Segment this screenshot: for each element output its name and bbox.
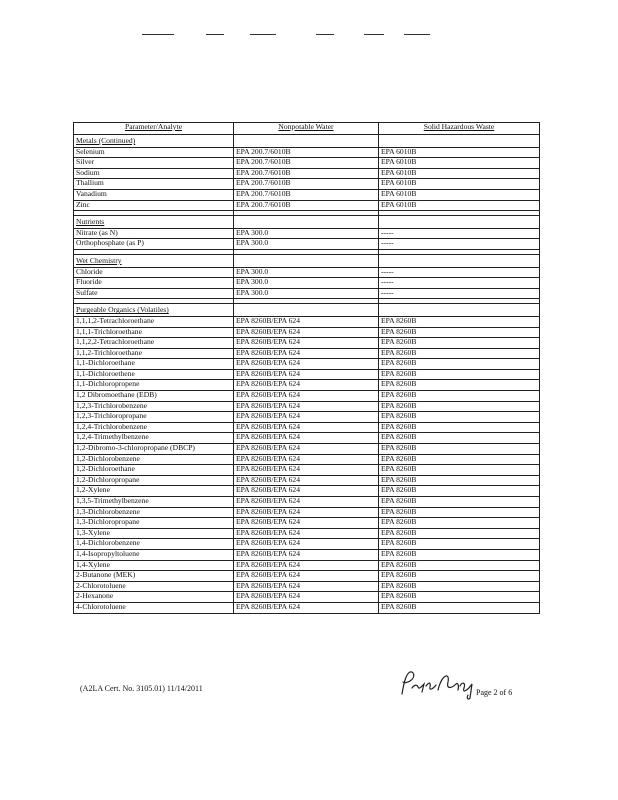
analyte-cell: 2-Butanone (MEK) — [74, 571, 234, 582]
solid-method-cell: EPA 8260B — [379, 560, 540, 571]
solid-method-cell: EPA 8260B — [379, 497, 540, 508]
water-method-cell: EPA 8260B/EPA 624 — [234, 422, 379, 433]
water-method-cell: EPA 8260B/EPA 624 — [234, 465, 379, 476]
water-method-cell: EPA 200.7/6010B — [234, 147, 379, 158]
water-method-cell: EPA 8260B/EPA 624 — [234, 592, 379, 603]
table-row — [74, 348, 540, 359]
analyte-cell: 2-Chlorotoluene — [74, 581, 234, 592]
table-row — [74, 560, 540, 571]
table-row — [74, 581, 540, 592]
water-method-cell: EPA 8260B/EPA 624 — [234, 327, 379, 338]
analyte-cell: 1,1,2-Trichloroethane — [74, 348, 234, 359]
solid-method-cell: EPA 6010B — [379, 168, 540, 179]
table-row — [74, 200, 540, 211]
table-row — [74, 179, 540, 190]
empty-cell — [234, 304, 379, 317]
table-row — [74, 528, 540, 539]
section-title: Metals (Continued) — [74, 135, 234, 148]
solid-method-cell: EPA 6010B — [379, 200, 540, 211]
table-body — [74, 135, 540, 614]
water-method-cell: EPA 8260B/EPA 624 — [234, 338, 379, 349]
header-mark — [404, 34, 430, 35]
water-method-cell: EPA 8260B/EPA 624 — [234, 444, 379, 455]
certificate-number: (A2LA Cert. No. 3105.01) 11/14/2011 — [80, 684, 203, 693]
analyte-cell: 1,2-Xylene — [74, 486, 234, 497]
table-row — [74, 444, 540, 455]
analyte-cell: 1,1,1-Trichloroethane — [74, 327, 234, 338]
table-row — [74, 189, 540, 200]
solid-method-cell: EPA 8260B — [379, 581, 540, 592]
analyte-cell: 4-Chlorotoluene — [74, 602, 234, 613]
solid-method-cell: EPA 8260B — [379, 549, 540, 560]
table-row — [74, 539, 540, 550]
water-method-cell: EPA 300.0 — [234, 239, 379, 250]
water-method-cell: EPA 8260B/EPA 624 — [234, 486, 379, 497]
table-row — [74, 147, 540, 158]
water-method-cell: EPA 8260B/EPA 624 — [234, 581, 379, 592]
analyte-cell: 1,2,3-Trichlorobenzene — [74, 401, 234, 412]
water-method-cell: EPA 300.0 — [234, 228, 379, 239]
empty-cell — [379, 304, 540, 317]
analyte-cell: 1,2,3-Trichloropropane — [74, 412, 234, 423]
table-row — [74, 412, 540, 423]
water-method-cell: EPA 8260B/EPA 624 — [234, 454, 379, 465]
table-row — [74, 602, 540, 613]
analyte-cell: Fluoride — [74, 278, 234, 289]
analyte-cell: 1,3,5-Trimethylbenzene — [74, 497, 234, 508]
table-row — [74, 391, 540, 402]
solid-method-cell: ----- — [379, 288, 540, 299]
table-row — [74, 369, 540, 380]
accreditation-table — [73, 122, 540, 614]
analyte-cell: 1,4-Xylene — [74, 560, 234, 571]
table-row — [74, 239, 540, 250]
analyte-cell: Orthophosphate (as P) — [74, 239, 234, 250]
table-row — [74, 168, 540, 179]
solid-method-cell: EPA 8260B — [379, 518, 540, 529]
solid-method-cell: EPA 8260B — [379, 571, 540, 582]
solid-method-cell: EPA 8260B — [379, 454, 540, 465]
analyte-cell: 1,2,4-Trichlorobenzene — [74, 422, 234, 433]
table-row — [74, 422, 540, 433]
table-row — [74, 380, 540, 391]
empty-cell — [234, 135, 379, 148]
header-mark — [206, 34, 224, 35]
analyte-cell: 1,1-Dichloroethane — [74, 359, 234, 370]
water-method-cell: EPA 8260B/EPA 624 — [234, 539, 379, 550]
analyte-cell: Silver — [74, 158, 234, 169]
solid-method-cell: EPA 8260B — [379, 348, 540, 359]
section-heading-row — [74, 304, 540, 317]
analyte-cell: 1,2-Dichloropropane — [74, 475, 234, 486]
solid-method-cell: EPA 8260B — [379, 602, 540, 613]
column-header-solid: Solid Hazardous Waste — [379, 123, 540, 135]
analyte-cell: 1,1,1,2-Tetrachloroethane — [74, 316, 234, 327]
column-header-analyte: Parameter/Analyte — [74, 123, 234, 135]
analyte-cell: Selenium — [74, 147, 234, 158]
water-method-cell: EPA 8260B/EPA 624 — [234, 433, 379, 444]
table-row — [74, 338, 540, 349]
water-method-cell: EPA 8260B/EPA 624 — [234, 359, 379, 370]
analyte-cell: 1,3-Dichloropropane — [74, 518, 234, 529]
analyte-cell: Vanadium — [74, 189, 234, 200]
column-header-water: Nonpotable Water — [234, 123, 379, 135]
solid-method-cell: EPA 8260B — [379, 359, 540, 370]
solid-method-cell: EPA 6010B — [379, 158, 540, 169]
header-mark — [250, 34, 276, 35]
water-method-cell: EPA 300.0 — [234, 278, 379, 289]
solid-method-cell: EPA 8260B — [379, 507, 540, 518]
analyte-cell: 2-Hexanone — [74, 592, 234, 603]
empty-cell — [379, 216, 540, 229]
water-method-cell: EPA 8260B/EPA 624 — [234, 348, 379, 359]
water-method-cell: EPA 8260B/EPA 624 — [234, 518, 379, 529]
analyte-cell: 1,3-Xylene — [74, 528, 234, 539]
analyte-cell: 1,4-Dichlorobenzene — [74, 539, 234, 550]
table-row — [74, 359, 540, 370]
water-method-cell: EPA 8260B/EPA 624 — [234, 497, 379, 508]
section-heading-row — [74, 216, 540, 229]
analyte-cell: 1,1-Dichloroethene — [74, 369, 234, 380]
analyte-cell: Sodium — [74, 168, 234, 179]
empty-cell — [234, 216, 379, 229]
solid-method-cell: EPA 8260B — [379, 316, 540, 327]
signature-image — [398, 668, 488, 702]
solid-method-cell: EPA 8260B — [379, 465, 540, 476]
table-row — [74, 316, 540, 327]
header-mark — [364, 34, 384, 35]
section-heading-row — [74, 135, 540, 148]
water-method-cell: EPA 300.0 — [234, 267, 379, 278]
table-row — [74, 571, 540, 582]
water-method-cell: EPA 8260B/EPA 624 — [234, 560, 379, 571]
solid-method-cell: EPA 8260B — [379, 412, 540, 423]
page-number: Page 2 of 6 — [476, 688, 513, 697]
analyte-cell: Nitrate (as N) — [74, 228, 234, 239]
table-row — [74, 267, 540, 278]
analyte-cell: 1,4-Isopropyltoluene — [74, 549, 234, 560]
water-method-cell: EPA 200.7/6010B — [234, 158, 379, 169]
water-method-cell: EPA 8260B/EPA 624 — [234, 412, 379, 423]
section-title: Wet Chemistry — [74, 254, 234, 267]
water-method-cell: EPA 200.7/6010B — [234, 200, 379, 211]
table-row — [74, 278, 540, 289]
section-heading-row — [74, 254, 540, 267]
solid-method-cell: EPA 8260B — [379, 539, 540, 550]
table-row — [74, 158, 540, 169]
solid-method-cell: EPA 6010B — [379, 147, 540, 158]
solid-method-cell: ----- — [379, 278, 540, 289]
water-method-cell: EPA 200.7/6010B — [234, 168, 379, 179]
header-mark — [316, 34, 334, 35]
table-row — [74, 228, 540, 239]
solid-method-cell: EPA 8260B — [379, 528, 540, 539]
analyte-cell: 1,2,4-Trimethylbenzene — [74, 433, 234, 444]
water-method-cell: EPA 200.7/6010B — [234, 189, 379, 200]
water-method-cell: EPA 8260B/EPA 624 — [234, 380, 379, 391]
solid-method-cell: EPA 8260B — [379, 592, 540, 603]
solid-method-cell: EPA 8260B — [379, 327, 540, 338]
table-row — [74, 592, 540, 603]
analyte-cell: Zinc — [74, 200, 234, 211]
water-method-cell: EPA 8260B/EPA 624 — [234, 316, 379, 327]
solid-method-cell: EPA 8260B — [379, 369, 540, 380]
water-method-cell: EPA 8260B/EPA 624 — [234, 571, 379, 582]
solid-method-cell: EPA 8260B — [379, 391, 540, 402]
table-row — [74, 486, 540, 497]
solid-method-cell: EPA 8260B — [379, 401, 540, 412]
analyte-cell: 1,2-Dichloroethane — [74, 465, 234, 476]
analyte-cell: 1,1-Dichloropropene — [74, 380, 234, 391]
section-title: Nutrients — [74, 216, 234, 229]
solid-method-cell: EPA 6010B — [379, 189, 540, 200]
analyte-cell: Sulfate — [74, 288, 234, 299]
solid-method-cell: EPA 8260B — [379, 380, 540, 391]
table-row — [74, 401, 540, 412]
water-method-cell: EPA 8260B/EPA 624 — [234, 528, 379, 539]
analyte-cell: Chloride — [74, 267, 234, 278]
solid-method-cell: EPA 8260B — [379, 486, 540, 497]
table-row — [74, 475, 540, 486]
table-row — [74, 454, 540, 465]
table-header-row — [74, 123, 540, 135]
table-row — [74, 465, 540, 476]
table-row — [74, 549, 540, 560]
table-row — [74, 288, 540, 299]
solid-method-cell: EPA 8260B — [379, 422, 540, 433]
table-row — [74, 327, 540, 338]
water-method-cell: EPA 300.0 — [234, 288, 379, 299]
water-method-cell: EPA 8260B/EPA 624 — [234, 369, 379, 380]
water-method-cell: EPA 8260B/EPA 624 — [234, 602, 379, 613]
scan-header-marks — [0, 0, 618, 40]
table-row — [74, 433, 540, 444]
empty-cell — [379, 135, 540, 148]
solid-method-cell: EPA 8260B — [379, 444, 540, 455]
solid-method-cell: EPA 6010B — [379, 179, 540, 190]
water-method-cell: EPA 8260B/EPA 624 — [234, 475, 379, 486]
solid-method-cell: EPA 8260B — [379, 433, 540, 444]
solid-method-cell: EPA 8260B — [379, 475, 540, 486]
solid-method-cell: ----- — [379, 228, 540, 239]
water-method-cell: EPA 8260B/EPA 624 — [234, 401, 379, 412]
table-row — [74, 497, 540, 508]
water-method-cell: EPA 8260B/EPA 624 — [234, 391, 379, 402]
solid-method-cell: EPA 8260B — [379, 338, 540, 349]
empty-cell — [234, 254, 379, 267]
analyte-cell: 1,3-Dichlorobenzene — [74, 507, 234, 518]
water-method-cell: EPA 8260B/EPA 624 — [234, 549, 379, 560]
analyte-cell: 1,2 Dibromoethane (EDB) — [74, 391, 234, 402]
analyte-cell: Thallium — [74, 179, 234, 190]
analyte-cell: 1,2-Dichlorobenzene — [74, 454, 234, 465]
water-method-cell: EPA 8260B/EPA 624 — [234, 507, 379, 518]
section-title: Purgeable Organics (Volatiles) — [74, 304, 234, 317]
table-row — [74, 518, 540, 529]
water-method-cell: EPA 200.7/6010B — [234, 179, 379, 190]
solid-method-cell: ----- — [379, 267, 540, 278]
empty-cell — [379, 254, 540, 267]
analyte-cell: 1,1,2,2-Tetrachloroethane — [74, 338, 234, 349]
table-row — [74, 507, 540, 518]
solid-method-cell: ----- — [379, 239, 540, 250]
header-mark — [142, 34, 174, 35]
analyte-cell: 1,2-Dibromo-3-chloropropane (DBCP) — [74, 444, 234, 455]
